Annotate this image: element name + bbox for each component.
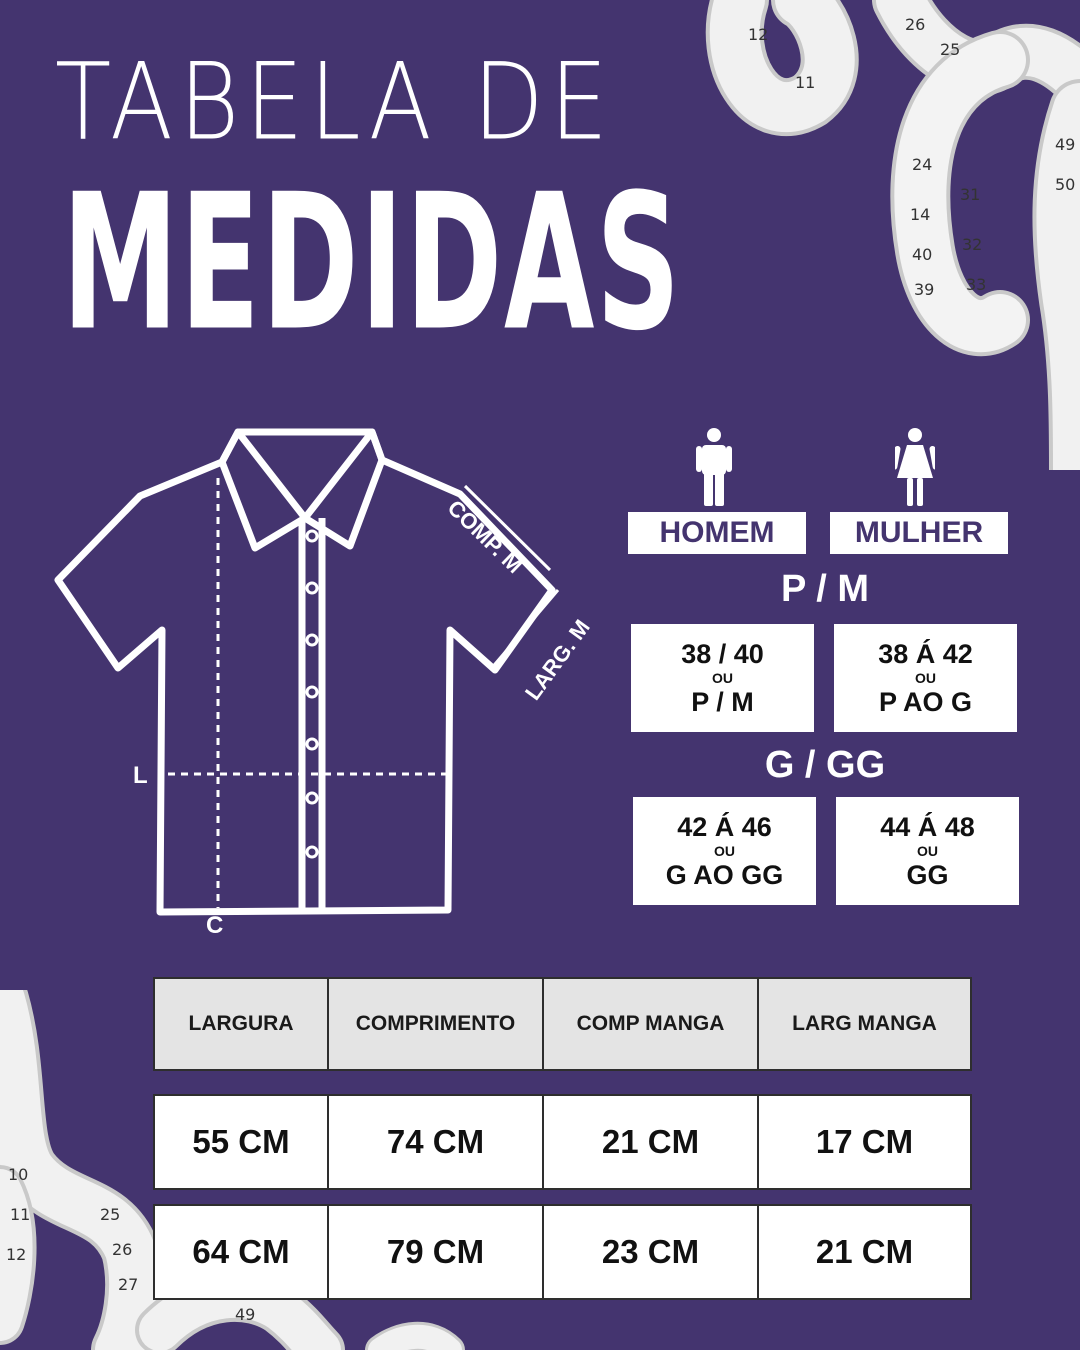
svg-text:25: 25: [940, 40, 961, 59]
title-line-1: TABELA DE: [55, 40, 614, 164]
sleeve-length-label: COMP. M: [442, 495, 528, 579]
svg-text:11: 11: [10, 1205, 31, 1224]
table-header-comprimento: COMPRIMENTO: [327, 977, 544, 1071]
svg-text:26: 26: [112, 1240, 133, 1259]
women-label: MULHER: [830, 512, 1008, 554]
svg-text:14: 14: [910, 205, 931, 224]
table-cell: 55 CM: [153, 1094, 329, 1190]
table-cell: 17 CM: [757, 1094, 972, 1190]
length-label: C: [206, 912, 224, 939]
svg-text:33: 33: [966, 275, 987, 294]
svg-text:26: 26: [905, 15, 926, 34]
size-heading-ggg: G / GG: [764, 744, 886, 786]
size-value: 38 Á 42: [878, 639, 973, 669]
table-header-largura: LARGURA: [153, 977, 329, 1071]
svg-text:11: 11: [795, 73, 816, 92]
svg-text:27: 27: [118, 1275, 139, 1294]
size-box-women-pm: [834, 624, 1017, 732]
size-value: 38 / 40: [681, 639, 764, 669]
size-box-women-ggg: [836, 797, 1019, 905]
shirt-button: [307, 739, 317, 749]
size-or: OU: [714, 843, 735, 859]
table-cell: 64 CM: [153, 1204, 329, 1300]
shirt-button: [307, 847, 317, 857]
table-header-comp-manga: COMP MANGA: [542, 977, 759, 1071]
men-label: HOMEM: [628, 512, 806, 554]
measuring-tape-top-right: [700, 0, 1080, 470]
sleeve-width-label: LARG. M: [520, 614, 595, 705]
svg-text:49: 49: [235, 1305, 256, 1324]
size-value: GG: [906, 860, 949, 890]
svg-text:12: 12: [748, 25, 769, 44]
table-cell: 74 CM: [327, 1094, 544, 1190]
size-value: 42 Á 46: [677, 812, 772, 842]
shirt-button: [307, 635, 317, 645]
table-cell: 23 CM: [542, 1204, 759, 1300]
size-value: P / M: [691, 687, 754, 717]
size-value: G AO GG: [665, 860, 784, 890]
size-box-men-ggg: [633, 797, 816, 905]
woman-icon: [895, 428, 935, 508]
table-header-larg-manga: LARG MANGA: [757, 977, 972, 1071]
size-heading-pm: P / M: [781, 568, 869, 610]
width-label: L: [133, 762, 148, 789]
svg-text:31: 31: [960, 185, 981, 204]
shirt-button: [307, 531, 317, 541]
svg-text:50: 50: [1055, 175, 1076, 194]
size-value: P AO G: [878, 687, 973, 717]
size-or: OU: [712, 670, 733, 686]
svg-text:24: 24: [912, 155, 933, 174]
svg-text:10: 10: [8, 1165, 29, 1184]
man-icon: [696, 428, 732, 508]
shirt-button: [307, 687, 317, 697]
shirt-button: [307, 583, 317, 593]
table-cell: 79 CM: [327, 1204, 544, 1300]
table-cell: 21 CM: [542, 1094, 759, 1190]
title-line-2: MEDIDAS: [62, 155, 682, 373]
svg-text:49: 49: [1055, 135, 1076, 154]
svg-text:40: 40: [912, 245, 933, 264]
shirt-diagram: [40, 420, 600, 950]
size-box-men-pm: [631, 624, 814, 732]
size-value: 44 Á 48: [880, 812, 975, 842]
svg-text:12: 12: [6, 1245, 27, 1264]
size-or: OU: [915, 670, 936, 686]
svg-text:25: 25: [100, 1205, 121, 1224]
size-or: OU: [917, 843, 938, 859]
shirt-button: [307, 793, 317, 803]
svg-text:32: 32: [962, 235, 983, 254]
table-cell: 21 CM: [757, 1204, 972, 1300]
shirt-collar: [222, 432, 305, 548]
svg-text:39: 39: [914, 280, 935, 299]
